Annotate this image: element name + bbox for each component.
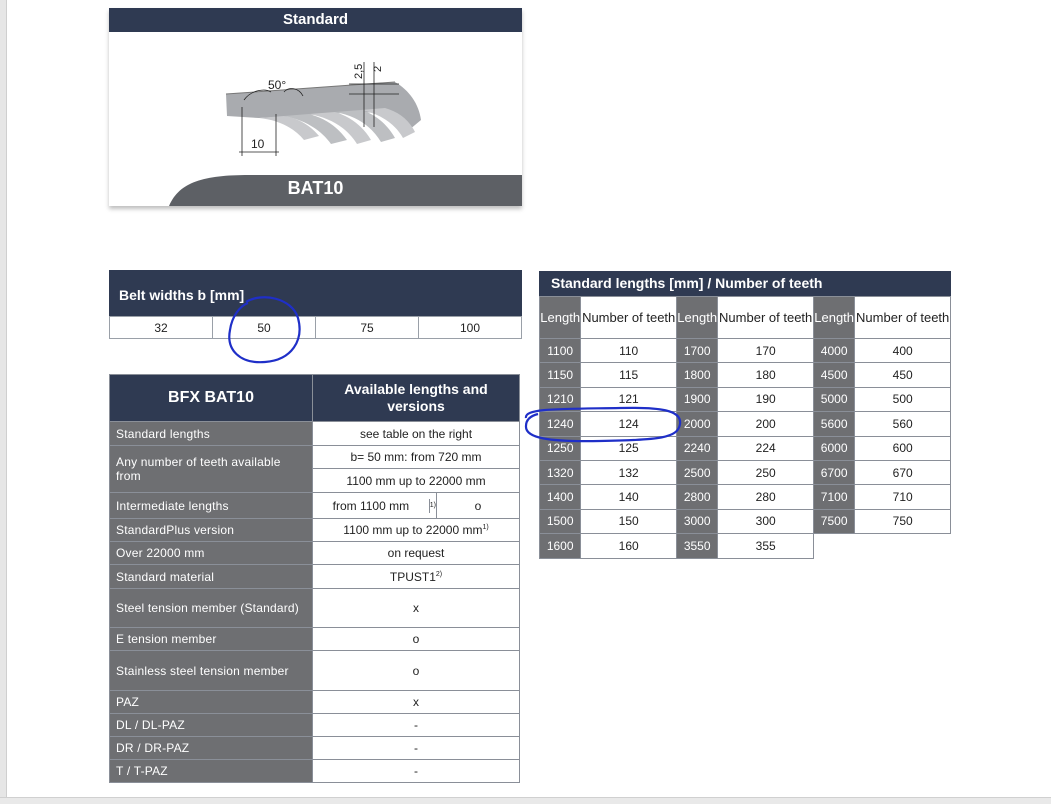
column-header-length: Length xyxy=(540,297,581,339)
teeth-cell: 180 xyxy=(718,363,814,387)
length-cell: 5600 xyxy=(813,412,854,436)
teeth-cell: 355 xyxy=(718,534,814,558)
row-value: on request xyxy=(313,542,520,565)
teeth-cell: 224 xyxy=(718,436,814,460)
teeth-cell: 450 xyxy=(855,363,951,387)
pitch-label: 10 xyxy=(251,137,265,151)
row-value: TPUST1$^{2)}$ xyxy=(313,565,520,589)
table-row xyxy=(540,339,951,363)
table-row xyxy=(540,387,951,411)
length-cell: 2240 xyxy=(676,436,717,460)
length-cell: 1900 xyxy=(676,387,717,411)
row-label: Steel tension member (Standard) xyxy=(110,589,313,628)
row-value: - xyxy=(313,760,520,783)
length-cell: 3000 xyxy=(676,509,717,533)
teeth-cell: 400 xyxy=(855,339,951,363)
row-label: DR / DR-PAZ xyxy=(110,737,313,760)
page-left-edge xyxy=(0,0,7,803)
length-cell: 4000 xyxy=(813,339,854,363)
length-cell: 1210 xyxy=(540,387,581,411)
length-cell: 1500 xyxy=(540,509,581,533)
length-cell: 1250 xyxy=(540,436,581,460)
teeth-cell: 600 xyxy=(855,436,951,460)
table-row xyxy=(110,589,520,628)
table-row xyxy=(110,519,520,542)
column-header-teeth: Number of teeth xyxy=(855,297,951,339)
belt-widths-table xyxy=(109,270,522,339)
row-label: E tension member xyxy=(110,628,313,651)
total-height-label: 2,5 xyxy=(353,63,365,79)
belt-widths-row xyxy=(109,316,522,339)
table-row xyxy=(110,691,520,714)
row-value: b= 50 mm: from 720 mm xyxy=(313,446,520,469)
column-header-teeth: Number of teeth xyxy=(581,297,677,339)
length-cell: 2800 xyxy=(676,485,717,509)
length-cell: 2000 xyxy=(676,412,717,436)
length-cell: 1600 xyxy=(540,534,581,558)
teeth-cell: 710 xyxy=(855,485,951,509)
length-cell: 1100 xyxy=(540,339,581,363)
length-cell: 1150 xyxy=(540,363,581,387)
profile-header: Standard xyxy=(109,8,522,32)
teeth-cell: 160 xyxy=(581,534,677,558)
teeth-cell: 140 xyxy=(581,485,677,509)
table-row xyxy=(110,737,520,760)
length-cell: 1320 xyxy=(540,460,581,484)
bfx-title: BFX BAT10 xyxy=(110,375,313,422)
belt-width-cell: 75 xyxy=(315,316,419,339)
row-label: Intermediate lengths xyxy=(110,493,313,519)
table-row xyxy=(110,422,520,446)
teeth-cell: 121 xyxy=(581,387,677,411)
teeth-cell: 150 xyxy=(581,509,677,533)
lengths-header-row xyxy=(540,297,951,339)
table-row xyxy=(540,412,951,436)
length-cell: 6000 xyxy=(813,436,854,460)
teeth-cell: 300 xyxy=(718,509,814,533)
teeth-cell: 110 xyxy=(581,339,677,363)
teeth-cell: 500 xyxy=(855,387,951,411)
standard-lengths-table xyxy=(539,271,951,559)
belt-width-cell: 100 xyxy=(418,316,522,339)
row-value: 1100 mm up to 22000 mm xyxy=(313,469,520,493)
length-cell: 7100 xyxy=(813,485,854,509)
length-cell xyxy=(813,534,854,558)
teeth-cell xyxy=(855,534,951,558)
lengths-body xyxy=(540,339,951,559)
table-row xyxy=(110,760,520,783)
teeth-cell: 132 xyxy=(581,460,677,484)
length-cell: 2500 xyxy=(676,460,717,484)
table-row xyxy=(540,436,951,460)
table-row xyxy=(110,446,520,469)
length-cell: 1400 xyxy=(540,485,581,509)
teeth-cell: 750 xyxy=(855,509,951,533)
row-label: StandardPlus version xyxy=(110,519,313,542)
row-value: 1100 mm up to 22000 $mm^{1)}$ xyxy=(313,519,520,542)
standard-lengths-title: Standard lengths [mm] / Number of teeth xyxy=(539,271,951,296)
teeth-cell: 124 xyxy=(581,412,677,436)
belt-widths-title: Belt widths b [mm] xyxy=(109,270,522,316)
teeth-cell: 250 xyxy=(718,460,814,484)
table-row xyxy=(110,651,520,691)
row-value: o xyxy=(313,651,520,691)
tooth-height-label: 2 xyxy=(372,65,384,72)
row-value-split xyxy=(313,493,520,519)
table-row xyxy=(110,714,520,737)
length-cell: 1700 xyxy=(676,339,717,363)
row-label: DL / DL-PAZ xyxy=(110,714,313,737)
lengths-grid xyxy=(539,296,951,559)
teeth-cell: 190 xyxy=(718,387,814,411)
length-cell: 1800 xyxy=(676,363,717,387)
length-cell: 4500 xyxy=(813,363,854,387)
teeth-cell: 170 xyxy=(718,339,814,363)
bfx-table xyxy=(109,374,520,783)
split-value-a: from 1100 mm 1) xyxy=(313,493,437,518)
row-value: - xyxy=(313,714,520,737)
angle-label: 50° xyxy=(268,78,287,92)
profile-card xyxy=(109,8,522,206)
table-row xyxy=(110,628,520,651)
length-cell: 7500 xyxy=(813,509,854,533)
table-row xyxy=(540,460,951,484)
belt-width-cell: 32 xyxy=(109,316,213,339)
table-row xyxy=(110,542,520,565)
length-cell: 1240 xyxy=(540,412,581,436)
row-value: x xyxy=(313,691,520,714)
bfx-column-header: Available lengths and versions xyxy=(313,375,520,422)
table-row xyxy=(540,509,951,533)
length-cell: 6700 xyxy=(813,460,854,484)
row-value: o xyxy=(313,628,520,651)
row-value: see table on the right xyxy=(313,422,520,446)
row-label: Standard material xyxy=(110,565,313,589)
teeth-cell: 115 xyxy=(581,363,677,387)
table-row xyxy=(110,565,520,589)
table-row xyxy=(540,363,951,387)
length-cell: 3550 xyxy=(676,534,717,558)
length-cell: 5000 xyxy=(813,387,854,411)
bfx-header-row xyxy=(110,375,520,422)
belt-width-cell: 50 xyxy=(212,316,316,339)
split-value-b: o xyxy=(474,498,482,513)
table-row xyxy=(540,485,951,509)
column-header-teeth: Number of teeth xyxy=(718,297,814,339)
row-label: PAZ xyxy=(110,691,313,714)
row-label: Standard lengths xyxy=(110,422,313,446)
column-header-length: Length xyxy=(813,297,854,339)
row-label: T / T-PAZ xyxy=(110,760,313,783)
row-value: - xyxy=(313,737,520,760)
teeth-cell: 670 xyxy=(855,460,951,484)
row-label: Over 22000 mm xyxy=(110,542,313,565)
teeth-cell: 560 xyxy=(855,412,951,436)
profile-name: BAT10 xyxy=(287,178,344,198)
table-row xyxy=(110,493,520,519)
row-label: Stainless steel tension member xyxy=(110,651,313,691)
column-header-length: Length xyxy=(676,297,717,339)
row-label: Any number of teeth available from xyxy=(110,446,313,493)
teeth-cell: 200 xyxy=(718,412,814,436)
table-row xyxy=(540,534,951,558)
row-value: x xyxy=(313,589,520,628)
teeth-cell: 125 xyxy=(581,436,677,460)
teeth-cell: 280 xyxy=(718,485,814,509)
